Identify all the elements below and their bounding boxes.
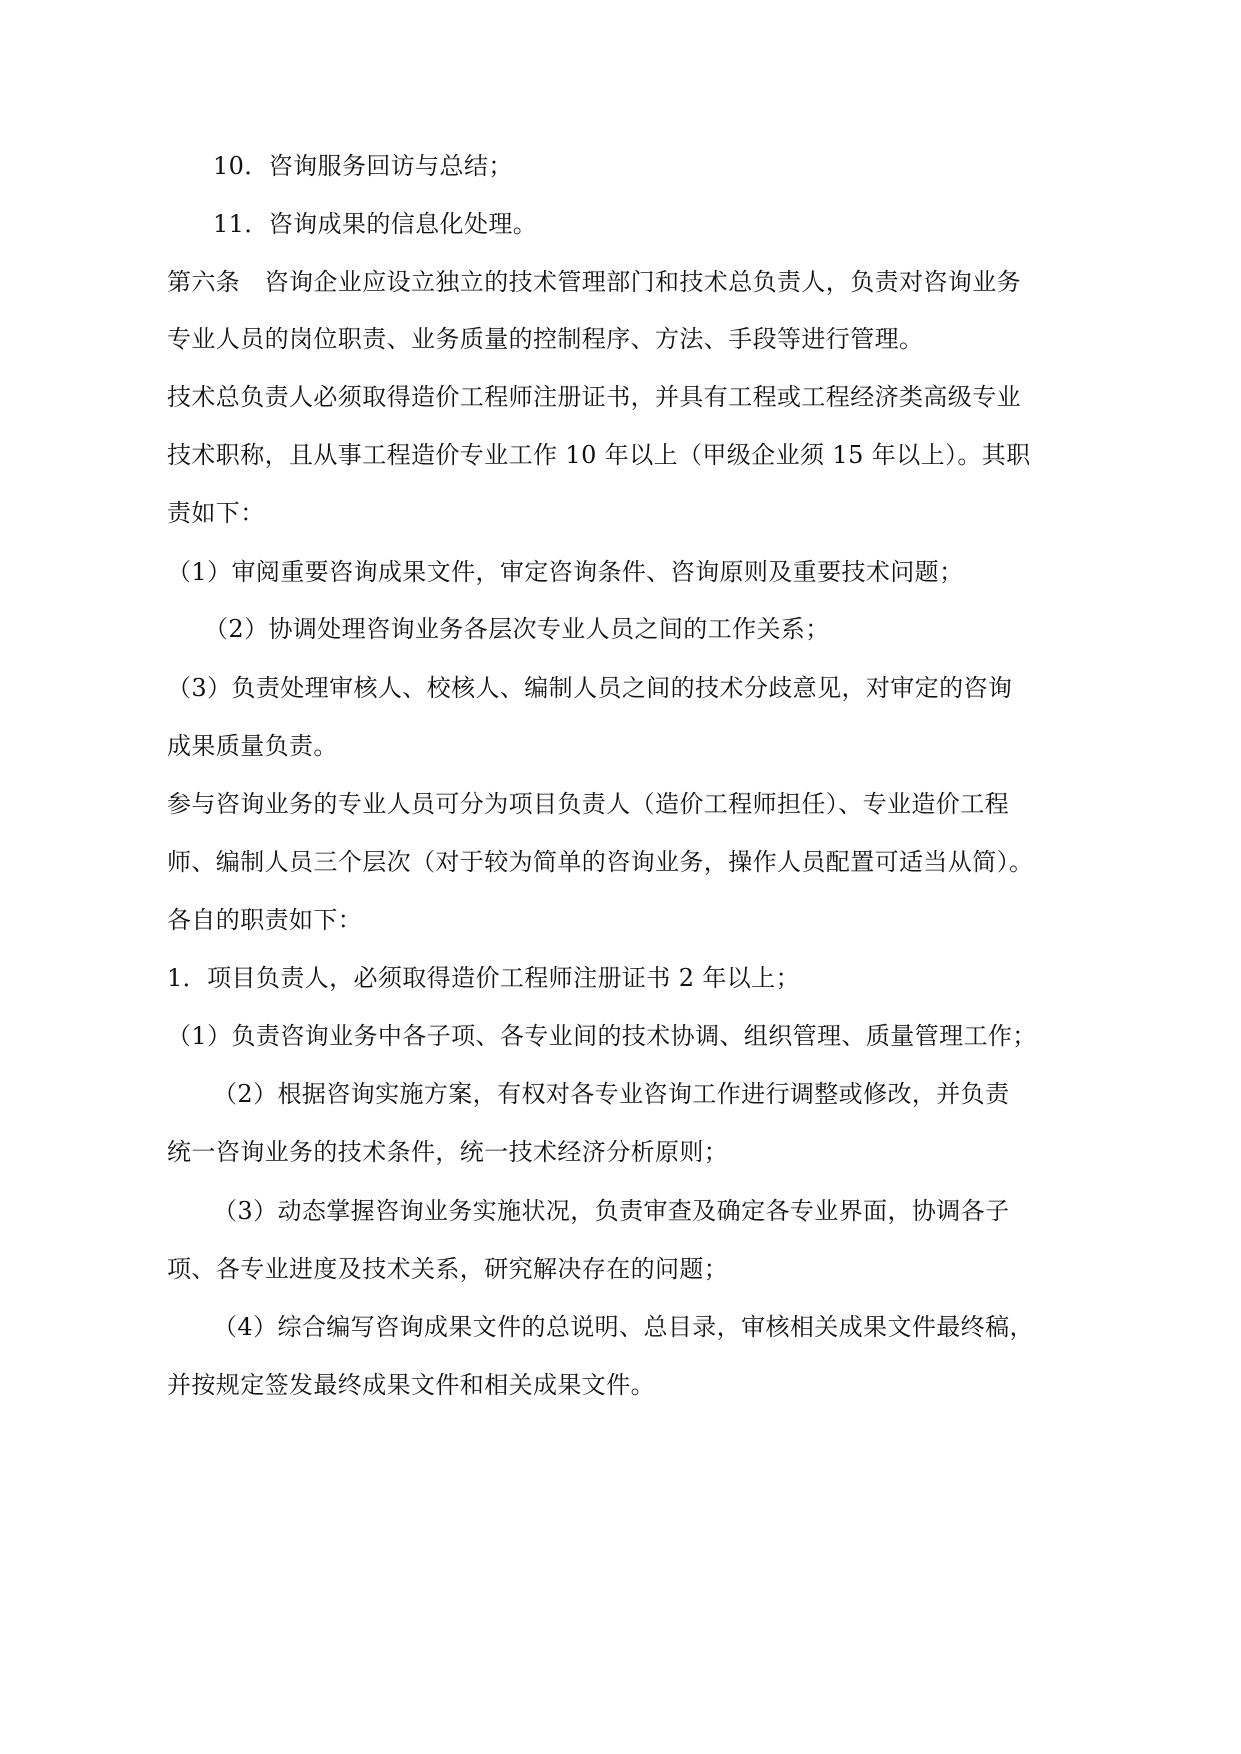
text-line-project-leader: 1．项目负责人，必须取得造价工程师注册证书 2 年以上； [167, 964, 800, 992]
text-line-technical-head-years: 技术职称，且从事工程造价专业工作 10 年以上（甲级企业须 15 年以上）。其职 [167, 441, 1031, 469]
text-line-duty-one: （1）审阅重要咨询成果文件，审定咨询条件、咨询原则及重要技术问题； [167, 558, 964, 586]
text-line-duty-two: （2）协调处理咨询业务各层次专业人员之间的工作关系； [204, 615, 830, 643]
text-line-informatization: 11．咨询成果的信息化处理。 [213, 210, 538, 238]
text-line-staff-levels: 参与咨询业务的专业人员可分为项目负责人（造价工程师担任）、专业造价工程 [167, 790, 1009, 818]
text-line-project-leader-duty-three: （3）动态掌握咨询业务实施状况，负责审查及确定各专业界面，协调各子 [213, 1197, 1010, 1225]
text-line-project-leader-duty-two: （2）根据咨询实施方案，有权对各专业咨询工作进行调整或修改，并负责 [213, 1080, 1010, 1108]
text-line-project-leader-duty-four: （4）综合编写咨询成果文件的总说明、总目录，审核相关成果文件最终稿， [213, 1313, 1034, 1341]
text-line-duties-intro: 责如下： [167, 499, 265, 527]
text-line-responsibilities-intro: 各自的职责如下： [167, 906, 363, 934]
text-line-service-followup: 10．咨询服务回访与总结； [213, 152, 513, 180]
text-line-article-six: 第六条 咨询企业应设立独立的技术管理部门和技术总负责人，负责对咨询业务 [167, 268, 1021, 296]
text-line-project-leader-duty-four-continued: 并按规定签发最终成果文件和相关成果文件。 [167, 1371, 655, 1399]
text-line-duty-three: （3）负责处理审核人、校核人、编制人员之间的技术分歧意见，对审定的咨询 [167, 674, 1013, 702]
text-line-article-six-continued: 专业人员的岗位职责、业务质量的控制程序、方法、手段等进行管理。 [167, 325, 924, 353]
text-line-project-leader-duty-two-continued: 统一咨询业务的技术条件，统一技术经济分析原则； [167, 1138, 729, 1166]
text-line-project-leader-duty-one: （1）负责咨询业务中各子项、各专业间的技术协调、组织管理、质量管理工作； [167, 1022, 1037, 1050]
text-line-project-leader-duty-three-continued: 项、各专业进度及技术关系，研究解决存在的问题； [167, 1255, 729, 1283]
text-line-technical-head-requirement: 技术总负责人必须取得造价工程师注册证书，并具有工程或工程经济类高级专业 [167, 383, 1021, 411]
text-line-staff-levels-continued: 师、编制人员三个层次（对于较为简单的咨询业务，操作人员配置可适当从简）。 [167, 848, 1034, 876]
text-line-duty-three-continued: 成果质量负责。 [167, 732, 338, 760]
